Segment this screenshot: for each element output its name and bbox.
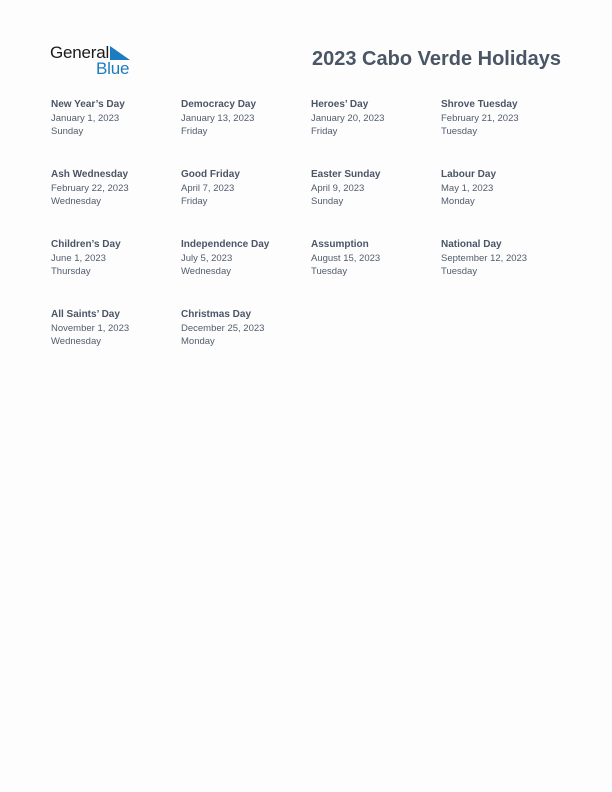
logo-word-general: General [50,43,110,62]
holiday-item [51,168,181,238]
holiday-name: Children’s Day [51,239,121,250]
holiday-weekday: Friday [311,126,338,137]
logo-word-blue: Blue [96,59,130,78]
logo-triangle-icon [110,46,130,60]
holiday-name: Heroes’ Day [311,99,369,110]
holiday-date: February 22, 2023 [51,182,129,194]
holiday-item [311,98,441,168]
holiday-item [441,238,571,308]
holiday-name: Independence Day [181,239,270,250]
holiday-item [441,98,571,168]
holiday-date: April 7, 2023 [181,182,235,194]
holiday-name: Ash Wednesday [51,169,129,180]
holiday-name: All Saints’ Day [51,309,120,320]
holiday-weekday: Friday [181,196,208,207]
holiday-name: Good Friday [181,169,240,180]
holiday-name: Democracy Day [181,99,257,110]
holiday-name: Easter Sunday [311,169,381,180]
holiday-date: January 13, 2023 [181,112,255,124]
holiday-item [181,238,311,308]
holiday-item [181,168,311,238]
holiday-item [311,168,441,238]
holiday-weekday: Sunday [311,196,344,207]
holiday-weekday: Monday [181,336,215,347]
holiday-date: January 20, 2023 [311,112,385,124]
holiday-weekday: Monday [441,196,475,207]
holiday-weekday: Tuesday [441,266,478,277]
holiday-date: August 15, 2023 [311,252,381,264]
holiday-name: Assumption [311,239,369,250]
holiday-item [51,238,181,308]
holiday-date: April 9, 2023 [311,182,365,194]
holiday-name: New Year’s Day [51,99,125,110]
holiday-date: September 12, 2023 [441,252,528,264]
holiday-weekday: Sunday [51,126,84,137]
holiday-name: Shrove Tuesday [441,99,518,110]
holiday-date: January 1, 2023 [51,112,120,124]
holiday-item [181,98,311,168]
holiday-date: May 1, 2023 [441,182,494,194]
holiday-item [441,168,571,238]
holiday-weekday: Wednesday [51,196,101,207]
generalblue-logo [50,43,134,77]
holiday-item [51,308,181,378]
page-title: 2023 Cabo Verde Holidays [311,48,561,70]
holiday-name: Christmas Day [181,309,252,320]
holiday-name: National Day [441,239,502,250]
holiday-date: June 1, 2023 [51,252,106,264]
holiday-weekday: Friday [181,126,208,137]
holiday-date: July 5, 2023 [181,252,233,264]
holiday-weekday: Thursday [51,266,91,277]
holiday-item [311,238,441,308]
holiday-date: November 1, 2023 [51,322,130,334]
holiday-grid [51,98,571,378]
holiday-weekday: Wednesday [181,266,231,277]
holiday-date: February 21, 2023 [441,112,519,124]
holiday-date: December 25, 2023 [181,322,265,334]
holiday-name: Labour Day [441,169,497,180]
holiday-item [51,98,181,168]
holiday-weekday: Tuesday [311,266,348,277]
holiday-weekday: Wednesday [51,336,101,347]
holiday-weekday: Tuesday [441,126,478,137]
holiday-item [181,308,311,378]
